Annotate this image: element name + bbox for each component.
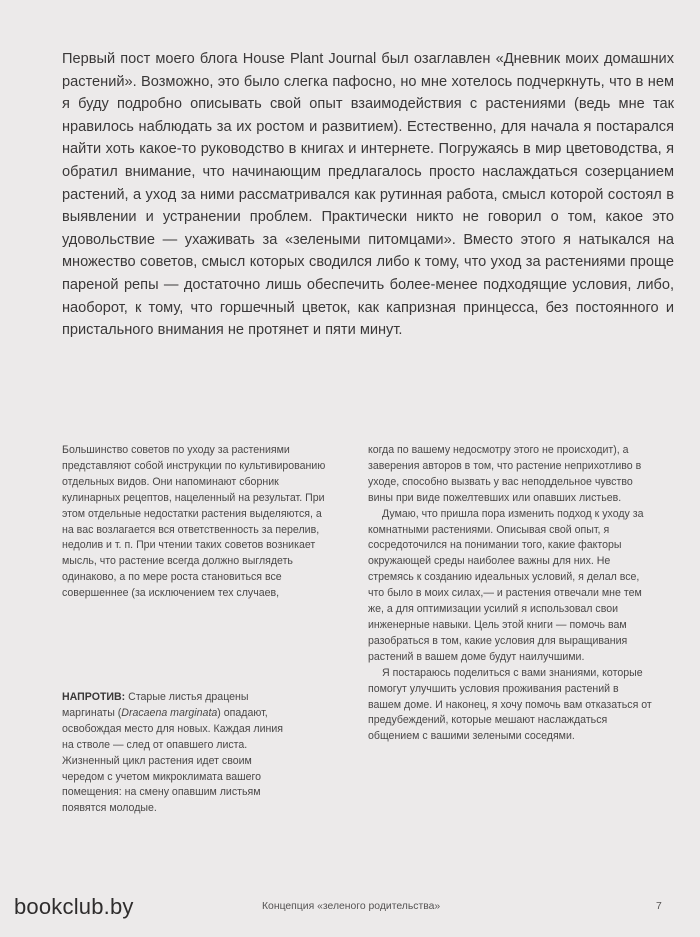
right-column-paragraph-1: когда по вашему недосмотру этого не происходит), а заверения авторов в том, что растение неприхотливо в уходе, способно вызвать у вас неподдельное чувство вины при виде пожелтевших или опавших листьев. (368, 444, 642, 504)
photo-caption (62, 690, 290, 817)
caption-label: НАПРОТИВ: (62, 691, 126, 703)
running-title: Концепция «зеленого родительства» (262, 901, 441, 912)
lead-paragraph: Первый пост моего блога House Plant Journal был озаглавлен «Дневник моих домашних растений». Возможно, это было слегка пафосно, но мне хотелось подчеркнуть, что в нем я буду подробно описывать свой опыт взаимодействия с растениями (ведь мне так нравилось наблюдать за их ростом и развитием). Естественно, для начала я постарался найти хоть какое-то руководство в книгах и интернете. Погружаясь в мир цветоводства, я обратил внимание, что начинающим предлагалось просто наслаждаться созерцанием растений, а уход за ними рассматривался как рутинная работа, смысл которой состоял в выявлении и устранении проблем. Практически никто не говорил о том, какое это удовольствие — ухаживать за «зелеными питомцами». Вместо этого я натыкался на множество советов, смысл которых сводился либо к тому, что уход за растениями проще пареной репы — достаточно лишь обеспечить более-менее подходящие условия, либо, наоборот, к тому, что горшечный цветок, как капризная принцесса, без постоянного и пристального внимания не протянет и пяти минут. (62, 51, 674, 339)
watermark-brand: bookclub.by (14, 894, 134, 919)
caption-latin-name: Dracaena marginata (121, 706, 218, 719)
caption-text-before: Старые листья драцены маргинаты ( (62, 691, 249, 719)
left-column-text: Большинство советов по уходу за растениями представляют собой инструкции по культивированию отдельных видов. Они напоминают сборник кулинарных рецептов, нацеленный на результат. При этом отдельные недостатки растения выделяются, а на вас возлагается вся ответственность за перелив, недолив и т. п. При чтении таких советов возникает мысль, что растение всегда должно выглядеть одинаково, а по мере роста становиться все совершеннее (за исключением тех случаев, (62, 444, 326, 600)
right-column-paragraph-2: Думаю, что пришла пора изменить подход к уходу за комнатными растениями. Описывая свой опыт, я сосредоточился на понимании того, какие факторы окружающей среды наиболее важны для них. Не стремясь к созданию идеальных условий, я делал все, что было в моих силах,— и растения отвечали мне тем же, а для оптимизации усилий я использовал свои инженерные навыки. Цель этой книги — помочь вам разобраться в том, какие условия для выращивания растений в вашем доме будут наилучшими. (368, 507, 644, 663)
right-column (368, 443, 652, 745)
page-number: 7 (656, 901, 662, 912)
right-column-paragraph-3: Я постараюсь поделиться с вами знаниями, которые помогут улучшить условия проживания растений в вашем доме. И наконец, я хочу помочь вам отказаться от предубеждений, которые мешают наслаждаться общением с вашими зелеными соседями. (368, 666, 652, 743)
caption-text-after: ) опадают, освобождая место для новых. Каждая линия на стволе — след от опавшего листа. Жизненный цикл растения идет своим чередом с учетом микроклимата вашего помещения: на смену опавшим листьям появятся молодые. (62, 706, 284, 815)
